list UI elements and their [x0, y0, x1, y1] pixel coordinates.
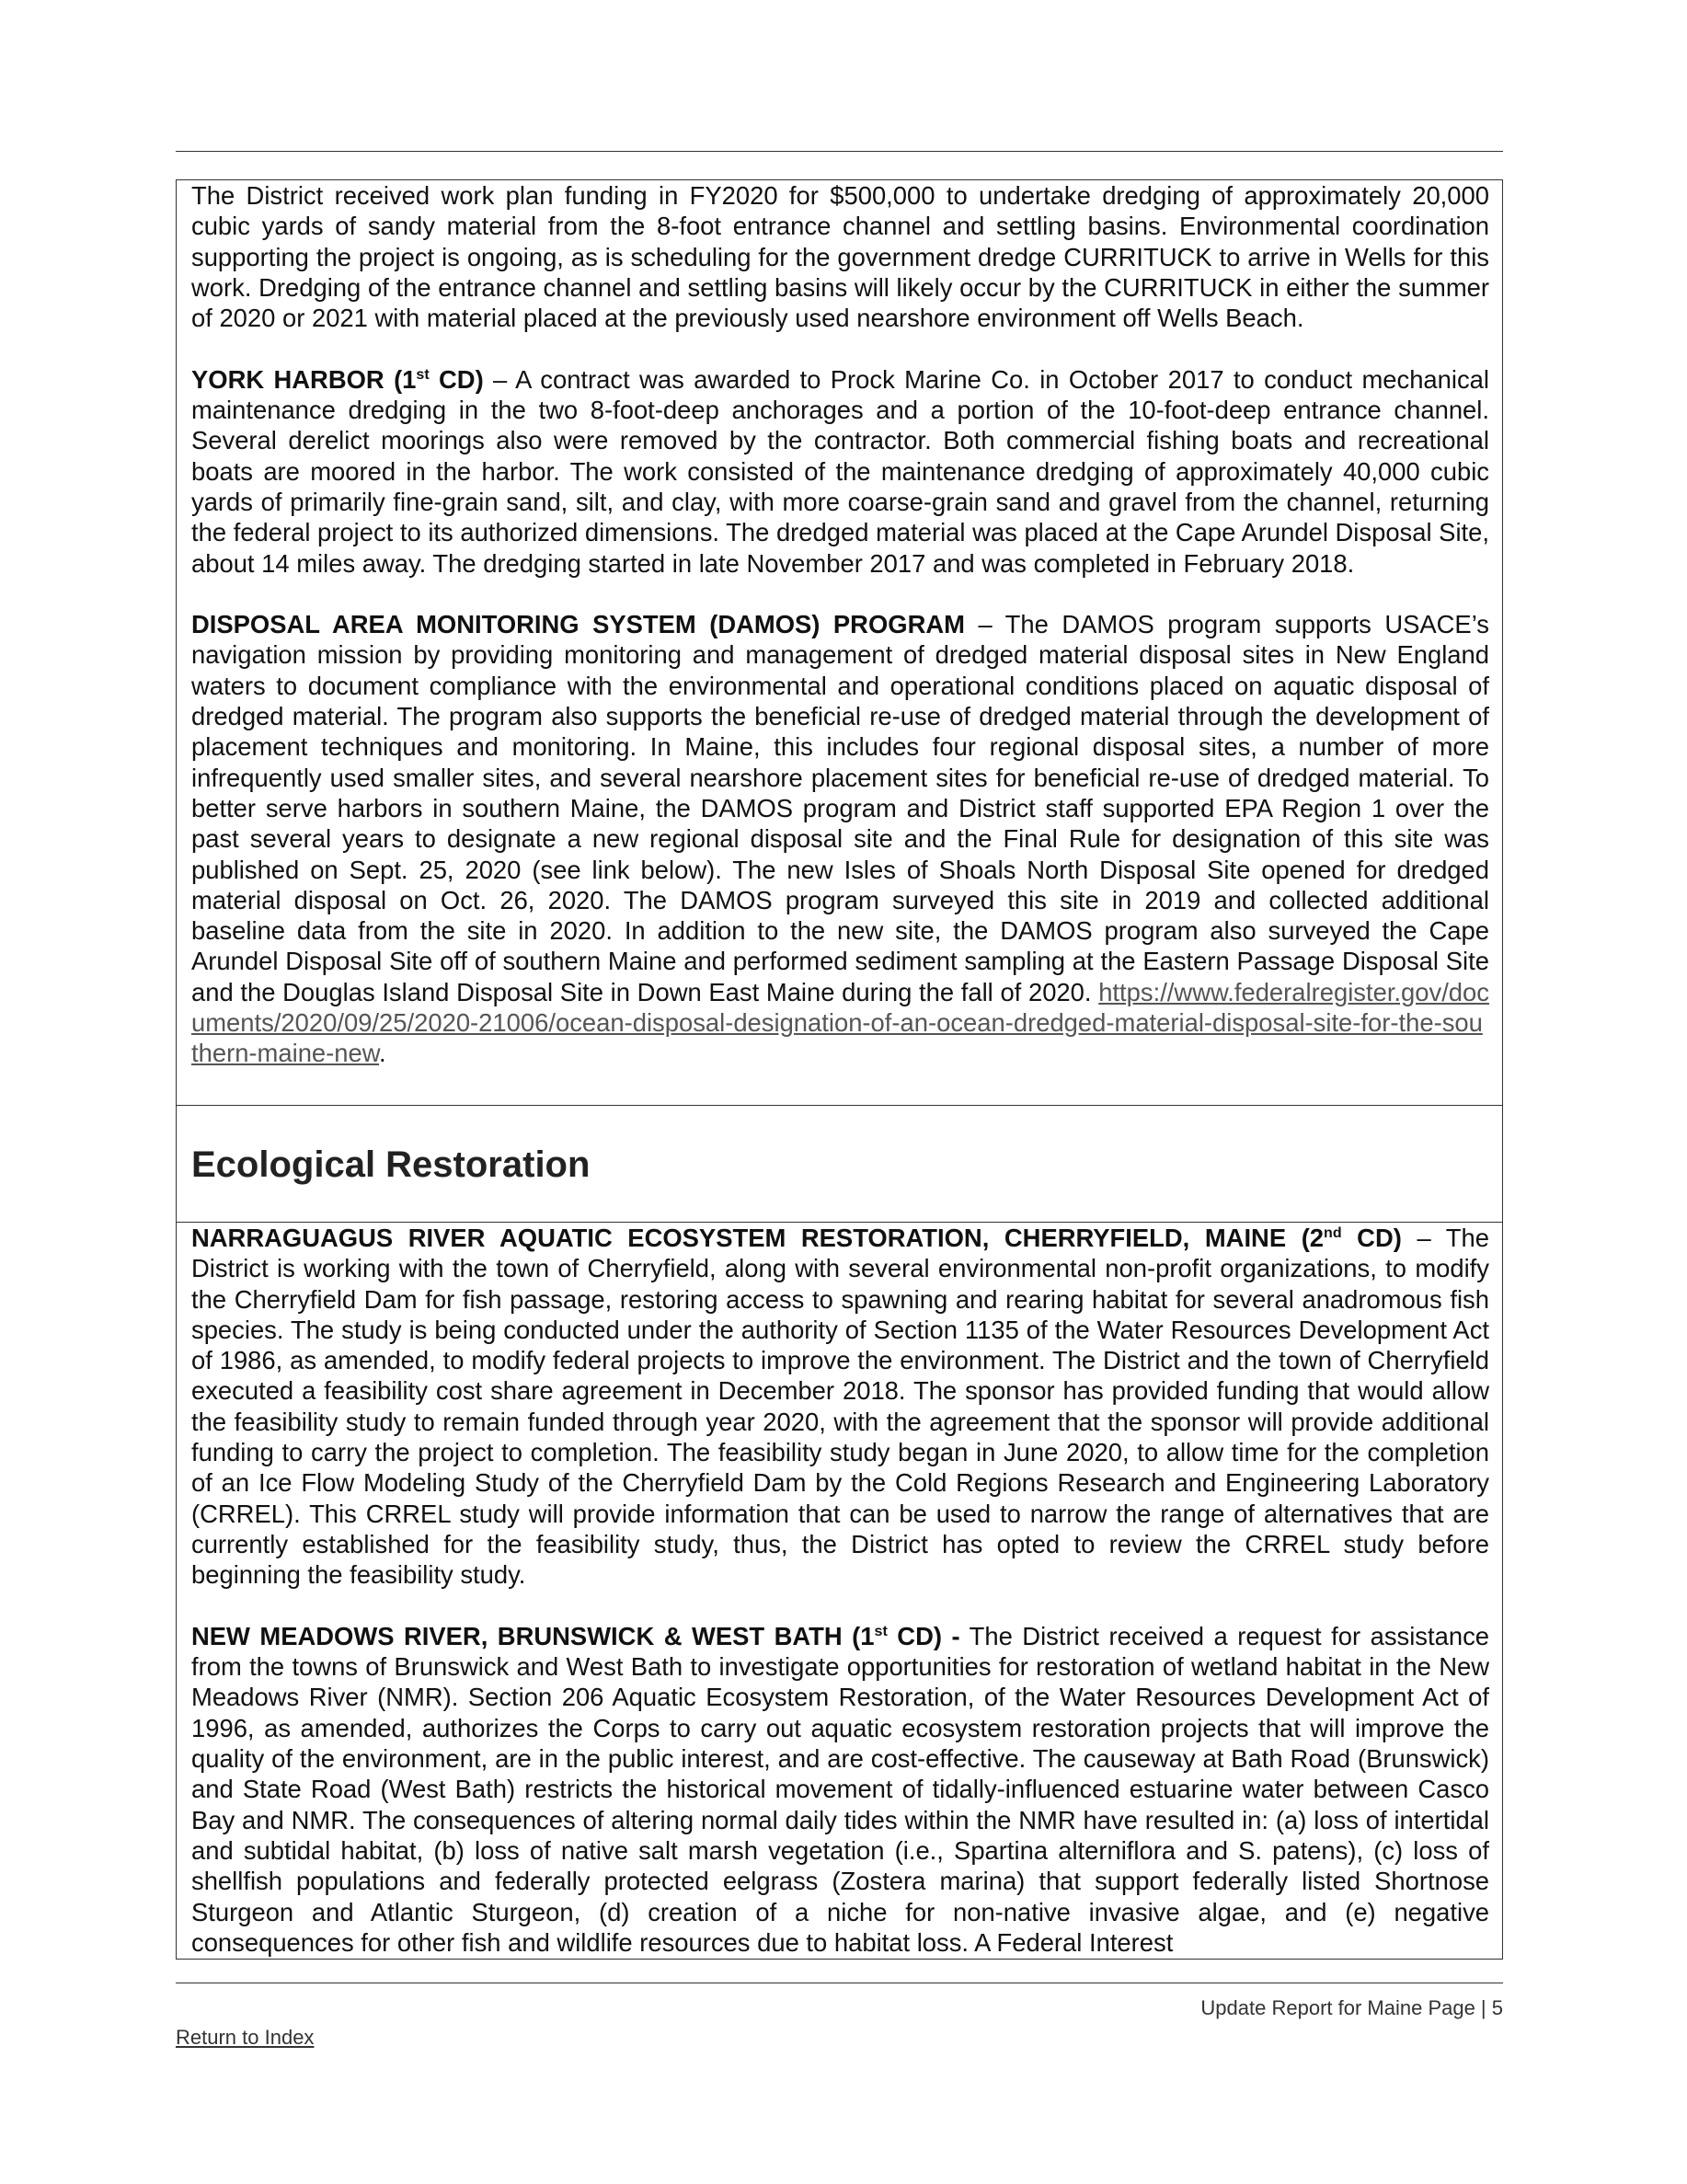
damos-text: – The DAMOS program supports USACE’s navigation mission by providing monitoring and management of dredged material disposal sites in New England waters to document compliance with the environmental and operational conditions placed on aquatic disposal of dredged material. The program also supports the beneficial re-use of dredged material through the development of placement techniques and monitoring. In Maine, this includes four regional disposal sites, a number of more infrequently used smaller sites, and several nearshore placement sites for beneficial re-use of dredged material. To better serve harbors in southern Maine, the DAMOS program and District staff supported EPA Region 1 over the past several years to designate a new regional disposal site and the Final Rule for designation of this site was published on Sept. 25, 2020 (see link below). The new Isles of Shoals North Disposal Site opened for dredged material disposal on Oct. 26, 2020. The DAMOS program surveyed this site in 2019 and collected additional baseline data from the site in 2020. In addition to the new site, the DAMOS program also surveyed the Cape Arundel Disposal Site off of southern Maine and performed sediment sampling at the Eastern Passage Disposal Site and the Douglas Island Disposal Site in Down East Maine during the fall of 2020.: [191, 610, 1489, 1006]
damos-title: DISPOSAL AREA MONITORING SYSTEM (DAMOS) PROGRAM: [191, 610, 965, 639]
york-harbor-text: – A contract was awarded to Prock Marine Co. in October 2017 to conduct mechanical maintenance dredging in the two 8-foot-deep anchorages and a portion of the 10-foot-deep entrance channel. Several derelict moorings also were removed by the contractor. Both commercial fishing boats and recreational boats are moored in the harbor. The work consisted of the maintenance dredging of approximately 40,000 cubic yards of primarily fine-grain sand, silt, and clay, with more coarse-grain sand and gravel from the channel, returning the federal project to its authorized dimensions. The dredged material was placed at the Cape Arundel Disposal Site, about 14 miles away. The dredging started in late November 2017 and was completed in February 2018.: [191, 364, 1489, 578]
federal-register-link[interactable]: https://www.federalregister.gov/documents/2020/09/25/2020-21006/ocean-disposal-designation-of-an-ocean-dredged-material-disposal-site-for-the-southern-maine-new: [191, 977, 1489, 1068]
york-harbor-title: YORK HARBOR (1st CD): [191, 364, 484, 394]
page-number-label: Update Report for Maine Page | 5: [1200, 1996, 1503, 2019]
new-meadows-text: The District received a request for assistance from the towns of Brunswick and West Bath to investigate opportunities for restoration of wetland habitat in the New Meadows River (NMR). Section 206 Aquatic Ecosystem Restoration, of the Water Resources Development Act of 1996, as amended, authorizes the Corps to carry out aquatic ecosystem restoration projects that will improve the quality of the environment, are in the public interest, and are cost-effective. The causeway at Bath Road (Brunswick) and State Road (West Bath) restricts the historical movement of tidally-influenced estuarine water between Casco Bay and NMR. The consequences of altering normal daily tides within the NMR have resulted in: (a) loss of intertidal and subtidal habitat, (b) loss of native salt marsh vegetation (i.e., Spartina alterniflora and S. patens), (c) loss of shellfish populations and federally protected eelgrass (Zostera marina) that support federally listed Shortnose Sturgeon and Atlantic Sturgeon, (d) creation of a niche for non-native invasive algae, and (e) negative consequences for other fish and wildlife resources due to habitat loss. A Federal Interest: [191, 1621, 1490, 1957]
york-harbor-paragraph: [191, 364, 1489, 579]
narraguagus-paragraph: [191, 1223, 1489, 1591]
return-to-index-link[interactable]: Return to Index: [176, 2026, 315, 2049]
section-heading-box: [176, 1105, 1503, 1223]
new-meadows-paragraph: [191, 1621, 1489, 1958]
wells-harbor-paragraph: [191, 180, 1489, 333]
new-meadows-title: NEW MEADOWS RIVER, BRUNSWICK & WEST BATH (1st CD) -: [191, 1621, 960, 1650]
header-rule: [176, 151, 1503, 152]
section-title: Ecological Restoration: [191, 1144, 591, 1185]
narraguagus-text: – The District is working with the town of Cherryfield, along with several environmental non-profit organizations, to modify the Cherryfield Dam for fish passage, restoring access to spawning and rearing habitat for several anadromous fish species. The study is being conducted under the authority of Section 1135 of the Water Resources Development Act of 1986, as amended, to modify federal projects to improve the environment. The District and the town of Cherryfield executed a feasibility cost share agreement in December 2018. The sponsor has provided funding that would allow the feasibility study to remain funded through year 2020, with the agreement that the sponsor will provide additional funding to carry the project to completion. The feasibility study began in June 2020, to allow time for the completion of an Ice Flow Modeling Study of the Cherryfield Dam by the Cold Regions Research and Engineering Laboratory (CRREL). This CRREL study will provide information that can be used to narrow the range of alternatives that are currently established for the feasibility study, thus, the District has opted to review the CRREL study before beginning the feasibility study.: [191, 1224, 1489, 1590]
narraguagus-title: NARRAGUAGUS RIVER AQUATIC ECOSYSTEM RESTORATION, CHERRYFIELD, MAINE (2nd CD): [191, 1224, 1402, 1252]
navigation-projects-box: [176, 179, 1503, 1106]
wells-harbor-text: The District received work plan funding in FY2020 for $500,000 to undertake dredging of approximately 20,000 cubic yards of sandy material from the 8-foot entrance channel and settling basins. Environmental coordination supporting the project is ongoing, as is scheduling for the government dredge CURRITUCK to arrive in Wells for this work. Dredging of the entrance channel and settling basins will likely occur by the CURRITUCK in either the summer of 2020 or 2021 with material placed at the previously used nearshore environment off Wells Beach.: [191, 181, 1489, 333]
damos-paragraph: DISPOSAL AREA MONITORING SYSTEM (DAMOS) PROGRAM – The DAMOS program supports USACE’s navigation mission by providing monitoring and management of dredged material disposal sites in New England waters to document compliance with the environmental and operational conditions placed on aquatic disposal of dredged material. The program also supports the beneficial re-use of dredged material through the development of placement techniques and monitoring. In Maine, this includes four regional disposal sites, a number of more infrequently used smaller sites, and several nearshore placement sites for beneficial re-use of dredged material. To better serve harbors in southern Maine, the DAMOS program and District staff supported EPA Region 1 over the past several years to designate a new regional disposal site and the Final Rule for designation of this site was published on Sept. 25, 2020 (see link below). The new Isles of Shoals North Disposal Site opened for dredged material disposal on Oct. 26, 2020. The DAMOS program surveyed this site in 2019 and collected additional baseline data from the site in 2020. In addition to the new site, the DAMOS program also surveyed the Cape Arundel Disposal Site off of southern Maine and performed sediment sampling at the Eastern Passage Disposal Site and the Douglas Island Disposal Site in Down East Maine during the fall of 2020. https://www.federalregister.gov/documents/2020/09/25/2020-21006/ocean-disposal-designation-of-an-ocean-dredged-material-disposal-site-for-the-southern-maine-new.: [191, 610, 1489, 1068]
restoration-projects-box: [176, 1222, 1503, 1960]
